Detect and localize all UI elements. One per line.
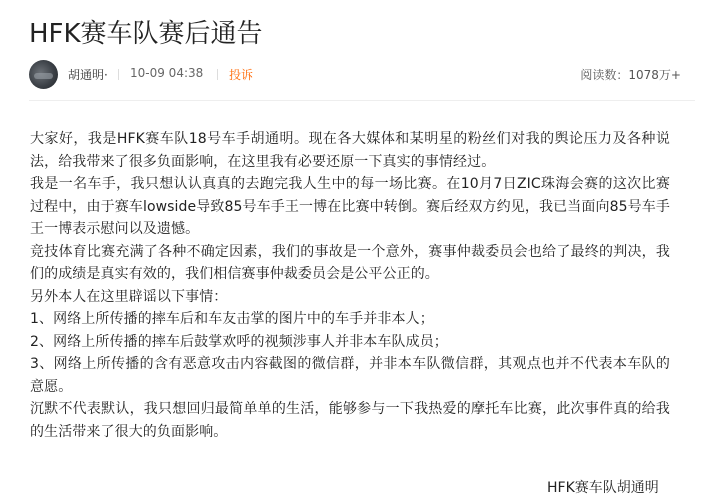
article-title: HFK赛车队赛后通告 <box>29 19 263 49</box>
author-name[interactable]: 胡通明· <box>68 68 108 82</box>
meta-separator <box>118 69 119 80</box>
report-link[interactable]: 投诉 <box>229 68 254 82</box>
article-body <box>30 128 670 443</box>
paragraph-clarification-1: 1、网络上所传播的摔车后和车友击掌的图片中的车手并非本人； <box>30 311 434 327</box>
publish-date: 10-09 04:38 <box>130 66 204 80</box>
paragraph-closing: 沉默不代表默认，我只想回归最简单单的生活，能够参与一下我热爱的摩托车比赛，此次事件真的给我的生活带来了很大的负面影响。 <box>30 401 670 440</box>
read-count: 阅读数：1078万+ <box>580 68 681 82</box>
paragraph-greeting: 大家好，我是HFK赛车队18号车手胡通明。现在各大媒体和某明星的粉丝们对我的舆论压力及各种说法，给我带来了很多负面影响，在这里我有必要还原一下真实的事情经过。 <box>30 131 670 170</box>
article-meta-bar <box>29 60 695 92</box>
paragraph-incident: 我是一名车手，我只想认认真真的去跑完我人生中的每一场比赛。在10月7日ZIC珠海会赛的这次比赛过程中，由于赛车lowside导致85号车手王一博在比赛中转倒。赛后经双方约见，我已当面向85号车手王一博表示慰问以及遗憾。 <box>30 176 670 237</box>
meta-divider <box>29 100 695 101</box>
paragraph-clarification-intro: 另外本人在这里辟谣以下事情： <box>30 288 228 305</box>
article-signature: HFK赛车队胡通明 <box>547 480 659 496</box>
paragraph-ruling: 竞技体育比赛充满了各种不确定因素，我们的事故是一个意外，赛事仲裁委员会也给了最终的判决，我们的成绩是真实有效的，我们相信赛事仲裁委员会是公平公正的。 <box>30 243 670 282</box>
paragraph-clarification-3: 3、网络上所传播的含有恶意攻击内容截图的微信群，并非本车队微信群，其观点也并不代表本车队的意愿。 <box>30 356 670 395</box>
paragraph-clarification-2: 2、网络上所传播的摔车后鼓掌欢呼的视频涉事人并非本车队成员； <box>30 333 448 350</box>
author-avatar[interactable] <box>29 60 58 89</box>
meta-separator <box>217 69 218 80</box>
